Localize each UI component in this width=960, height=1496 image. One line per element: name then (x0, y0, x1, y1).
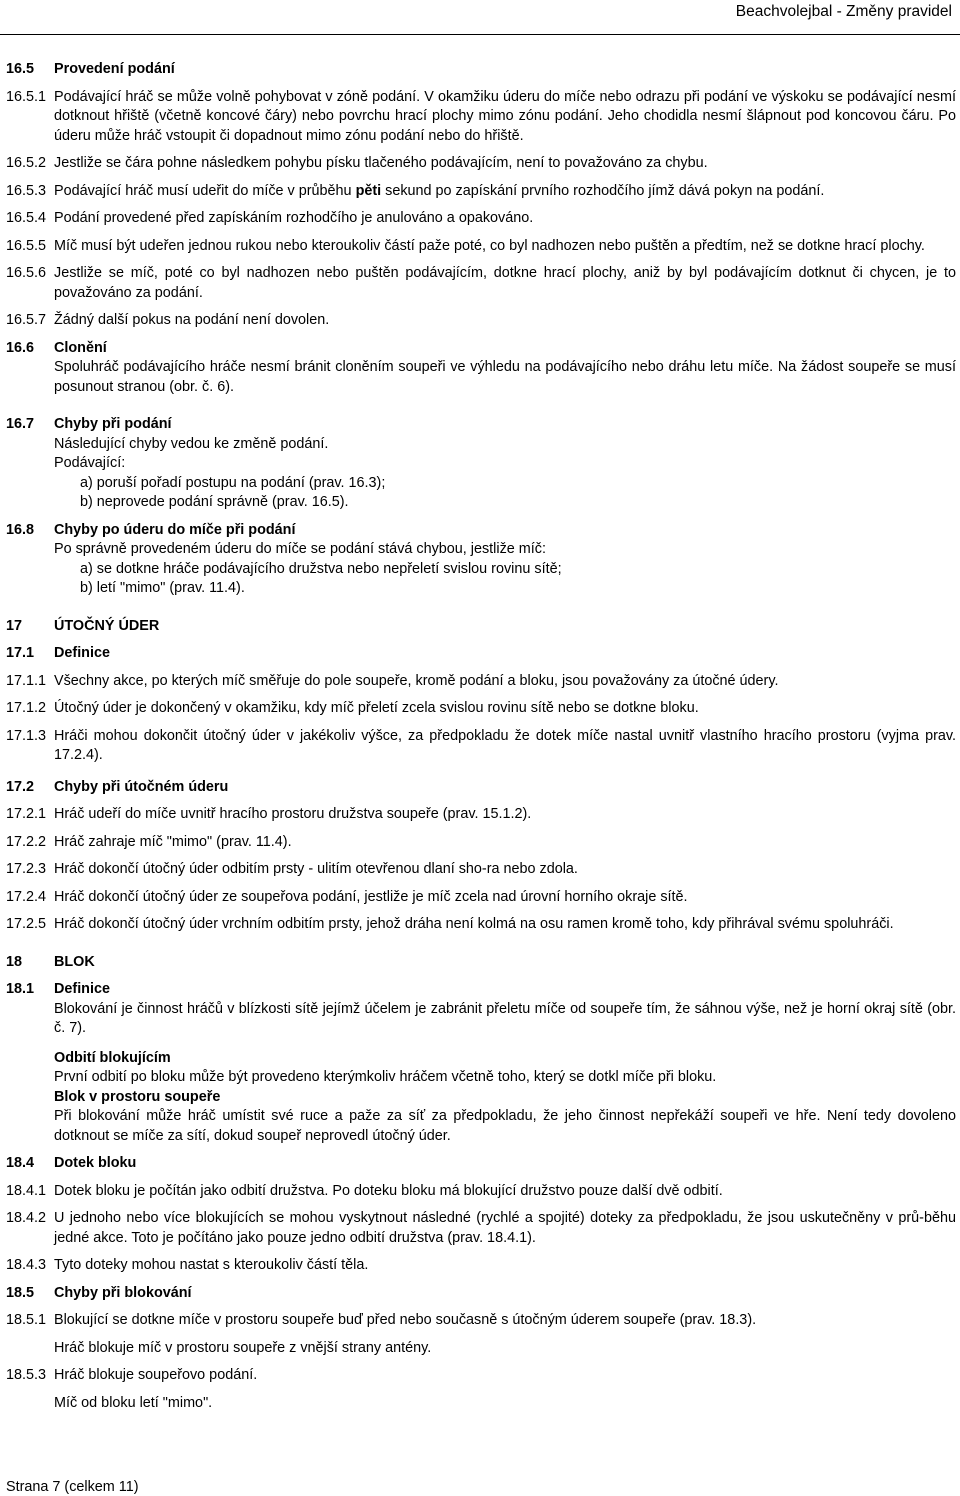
rule-text: Podání provedené před zapískáním rozhodčího je anulováno a opakováno. (54, 210, 534, 226)
rule-16-5-2 (6, 154, 956, 174)
rule-number: 16.5.3 (6, 182, 47, 199)
list-item: b) letí "mimo" (prav. 11.4). (80, 580, 245, 596)
section-number: 18.5 (6, 1284, 35, 1301)
rule-17-2-3 (6, 860, 956, 880)
section-heading-18-4 (6, 1154, 956, 1174)
rule-text: Tyto doteky mohou nastat s kteroukoliv částí těla. (54, 1257, 369, 1273)
rule-number: 16.5.5 (6, 237, 47, 254)
rule-18-4-3 (6, 1256, 956, 1276)
rule-text: Míč od bloku letí "mimo". (54, 1394, 213, 1411)
rule-text: Hráči mohou dokončit útočný úder v jakékoliv výšce, za předpokladu že dotek míče nastal uvnitř vlastního hracího prostoru (vyjma prav. 17.2.4). (54, 727, 956, 763)
subsection-title: Odbití blokujícím (54, 1049, 171, 1066)
section-title: Chyby při podání (54, 416, 172, 432)
rule-17-1-2 (6, 699, 956, 719)
section-title: Provedení podání (54, 61, 175, 77)
list-item: a) poruší pořadí postupu na podání (prav. 16.3); (80, 474, 386, 491)
rule-text: Žádný další pokus na podání není dovolen. (54, 312, 330, 328)
rule-text: Hráč blokuje soupeřovo podání. (54, 1367, 258, 1383)
header-rule (0, 34, 960, 35)
section-16-8 (6, 521, 956, 599)
chapter-number: 17 (6, 617, 23, 634)
chapter-title: ÚTOČNÝ ÚDER (54, 617, 160, 634)
section-heading-16-5 (6, 60, 956, 80)
rule-18-5-3 (6, 1366, 956, 1413)
rule-text: Útočný úder je dokončený v okamžiku, kdy míč přeletí zcela svislou rovinu sítě nebo se dotkne bloku. (54, 700, 699, 716)
section-number: 17.1 (6, 645, 35, 661)
section-title: Definice (54, 645, 110, 661)
rule-16-5-1 (6, 88, 956, 147)
emphasis: pěti (355, 182, 382, 199)
rule-text: Hráč zahraje míč "mimo" (prav. 11.4). (54, 833, 292, 850)
rule-17-1-3 (6, 727, 956, 766)
section-heading-18-5 (6, 1284, 956, 1304)
rule-17-2-5 (6, 915, 956, 935)
rule-18-4-1 (6, 1182, 956, 1202)
rule-text: Jestliže se míč, poté co byl nadhozen nebo puštěn podávajícím, dotkne hrací plochy, aniž by byl podávajícím dotknut či chycen, je to považováno za podání. (54, 265, 956, 301)
rule-number: 17.1.1 (6, 672, 47, 689)
section-16-6 (6, 339, 956, 398)
rule-18-4-2 (6, 1209, 956, 1248)
subsection-text: Při blokování může hráč umístit své ruce a paže za síť za předpokladu, že jeho činnost nepřekáží soupeři ve hře. Není tedy dovoleno dotknout se míče za sítí, dokud soupeř neprovedl útočný úder. (54, 1108, 956, 1144)
rule-number: 17.2.2 (6, 833, 47, 850)
section-heading-17-2 (6, 778, 956, 798)
chapter-heading-18 (6, 953, 956, 973)
rule-number: 17.2.3 (6, 861, 47, 877)
rule-number: 17.2.1 (6, 806, 47, 822)
rule-18-5-1 (6, 1311, 956, 1358)
rule-text: Jestliže se čára pohne následkem pohybu písku tlačeného podávajícím, není to považováno za chybu. (54, 155, 708, 171)
section-number: 17.2 (6, 778, 35, 795)
section-title: Definice (54, 981, 110, 997)
rule-text: Blokující se dotkne míče v prostoru soupeře buď před nebo současně s útočným úderem soupeře (prav. 18.3). (54, 1312, 757, 1328)
rule-text: Dotek bloku je počítán jako odbití družstva. Po doteku bloku má blokující družstvo pouze další dvě odbití. (54, 1182, 723, 1199)
rule-number: 17.2.4 (6, 888, 47, 905)
list-item: a) se dotkne hráče podávajícího družstva nebo nepřeletí svislou rovinu sítě; (80, 560, 562, 577)
section-title: Chyby po úderu do míče při podání (54, 521, 296, 538)
rule-number: 16.5.4 (6, 210, 47, 226)
section-number: 16.8 (6, 521, 35, 538)
section-18-1 (6, 980, 956, 1146)
rule-text: Hráč dokončí útočný úder vrchním odbitím prsty, jehož dráha není kolmá na osu ramen kromě toho, kdy přihrával svému spoluhráči. (54, 916, 894, 932)
section-number: 18.4 (6, 1155, 35, 1171)
rule-text: Podávající hráč musí udeřit do míče v průběhu pěti sekund po zapískání prvního rozhodčího jímž dává pokyn na podání. (54, 182, 825, 199)
list-item: b) neprovede podání správně (prav. 16.5). (80, 494, 349, 510)
section-number: 16.7 (6, 416, 35, 432)
rule-text: Míč musí být udeřen jednou rukou nebo kteroukoliv částí paže poté, co byl nadhozen nebo puštěn a předtím, než se dotkne hrací plochy. (54, 237, 925, 254)
rule-text: Hráč dokončí útočný úder ze soupeřova podání, jestliže je míč zcela nad úrovní horního okraje sítě. (54, 888, 688, 905)
chapter-heading-17 (6, 617, 956, 637)
section-title: Clonění (54, 339, 107, 356)
rule-16-5-5 (6, 237, 956, 257)
section-text: Následující chyby vedou ke změně podání. (54, 435, 329, 452)
chapter-number: 18 (6, 953, 23, 970)
rule-number: 17.1.2 (6, 700, 47, 716)
rule-number: 16.5.2 (6, 155, 47, 171)
rule-text: Všechny akce, po kterých míč směřuje do pole soupeře, kromě podání a bloku, jsou považovány za útočné údery. (54, 672, 779, 689)
section-text: Podávající: (54, 455, 126, 471)
rule-16-5-6 (6, 264, 956, 303)
rule-17-2-4 (6, 888, 956, 908)
section-16-7 (6, 415, 956, 513)
section-text: Spoluhráč podávajícího hráče nesmí bránit cloněním soupeři ve výhledu na podávajícího nebo dráhu letu míče. Na žádost soupeře se musí posunout stranou (obr. č. 6). (54, 359, 956, 395)
rule-17-2-2 (6, 833, 956, 853)
section-number: 18.1 (6, 981, 35, 997)
rule-text: Podávající hráč se může volně pohybovat v zóně podání. V okamžiku úderu do míče nebo odrazu při podání ve výskoku se podávající nesmí dotknout hřiště (včetně koncové čáry) nebo povrchu hrací plochy mimo zónu podání. Jeho chodidla nesmí šlápnout pod koncovou čáru. Po úderu může hráč vstoupit či dopadnout mimo zónu podání nebo do hřiště. (54, 88, 956, 144)
page-footer: Strana 7 (celkem 11) (6, 1479, 139, 1495)
section-text: Blokování je činnost hráčů v blízkosti sítě jejímž účelem je zabránit přeletu míče od soupeře tím, že sáhnou výše, než je horní okraj sítě (obr. č. 7). (54, 1000, 956, 1036)
section-number: 16.5 (6, 61, 35, 77)
rule-16-5-7 (6, 311, 956, 331)
subsection-text: První odbití po bloku může být provedeno kterýmkoliv hráčem včetně toho, který se dotkl míče při bloku. (54, 1069, 717, 1085)
rule-17-2-1 (6, 805, 956, 825)
section-text: Po správně provedeném úderu do míče se podání stává chybou, jestliže míč: (54, 541, 546, 557)
rule-text: U jednoho nebo více blokujících se mohou vyskytnout následné (rychlé a spojité) doteky za předpokladu, že jsou uskutečněny v prů-běhu jedné akce. Toto je počítáno jako pouze jedno odbití družstva (prav. 18.4.1). (54, 1210, 956, 1246)
rule-text: Hráč udeří do míče uvnitř hracího prostoru družstva soupeře (prav. 15.1.2). (54, 806, 532, 822)
section-number: 16.6 (6, 339, 35, 356)
rule-text: Hráč dokončí útočný úder odbitím prsty - ulitím otevřenou dlaní sho-ra nebo zdola. (54, 861, 578, 877)
rule-number: 16.5.6 (6, 265, 47, 281)
page-header: Beachvolejbal - Změny pravidel (735, 3, 952, 20)
chapter-title: BLOK (54, 953, 95, 970)
section-title: Chyby při blokování (54, 1284, 192, 1301)
rule-16-5-3 (6, 182, 956, 202)
rule-number: 17.1.3 (6, 727, 47, 744)
rule-number: 16.5.7 (6, 312, 47, 328)
section-title: Dotek bloku (54, 1155, 137, 1171)
rule-number: 18.4.3 (6, 1257, 47, 1273)
rule-number: 18.4.1 (6, 1182, 47, 1199)
rule-number: 18.5.3 (6, 1367, 47, 1383)
rule-16-5-4 (6, 209, 956, 229)
section-title: Chyby při útočném úderu (54, 778, 229, 795)
rule-text: Hráč blokuje míč v prostoru soupeře z vnější strany antény. (54, 1339, 432, 1356)
subsection-title: Blok v prostoru soupeře (54, 1088, 221, 1105)
rule-number: 18.5.1 (6, 1312, 47, 1328)
rule-number: 17.2.5 (6, 916, 47, 932)
rule-number: 18.4.2 (6, 1210, 47, 1226)
document-body (6, 60, 956, 1413)
rule-17-1-1 (6, 672, 956, 692)
section-heading-17-1 (6, 644, 956, 664)
rule-number: 16.5.1 (6, 88, 47, 105)
